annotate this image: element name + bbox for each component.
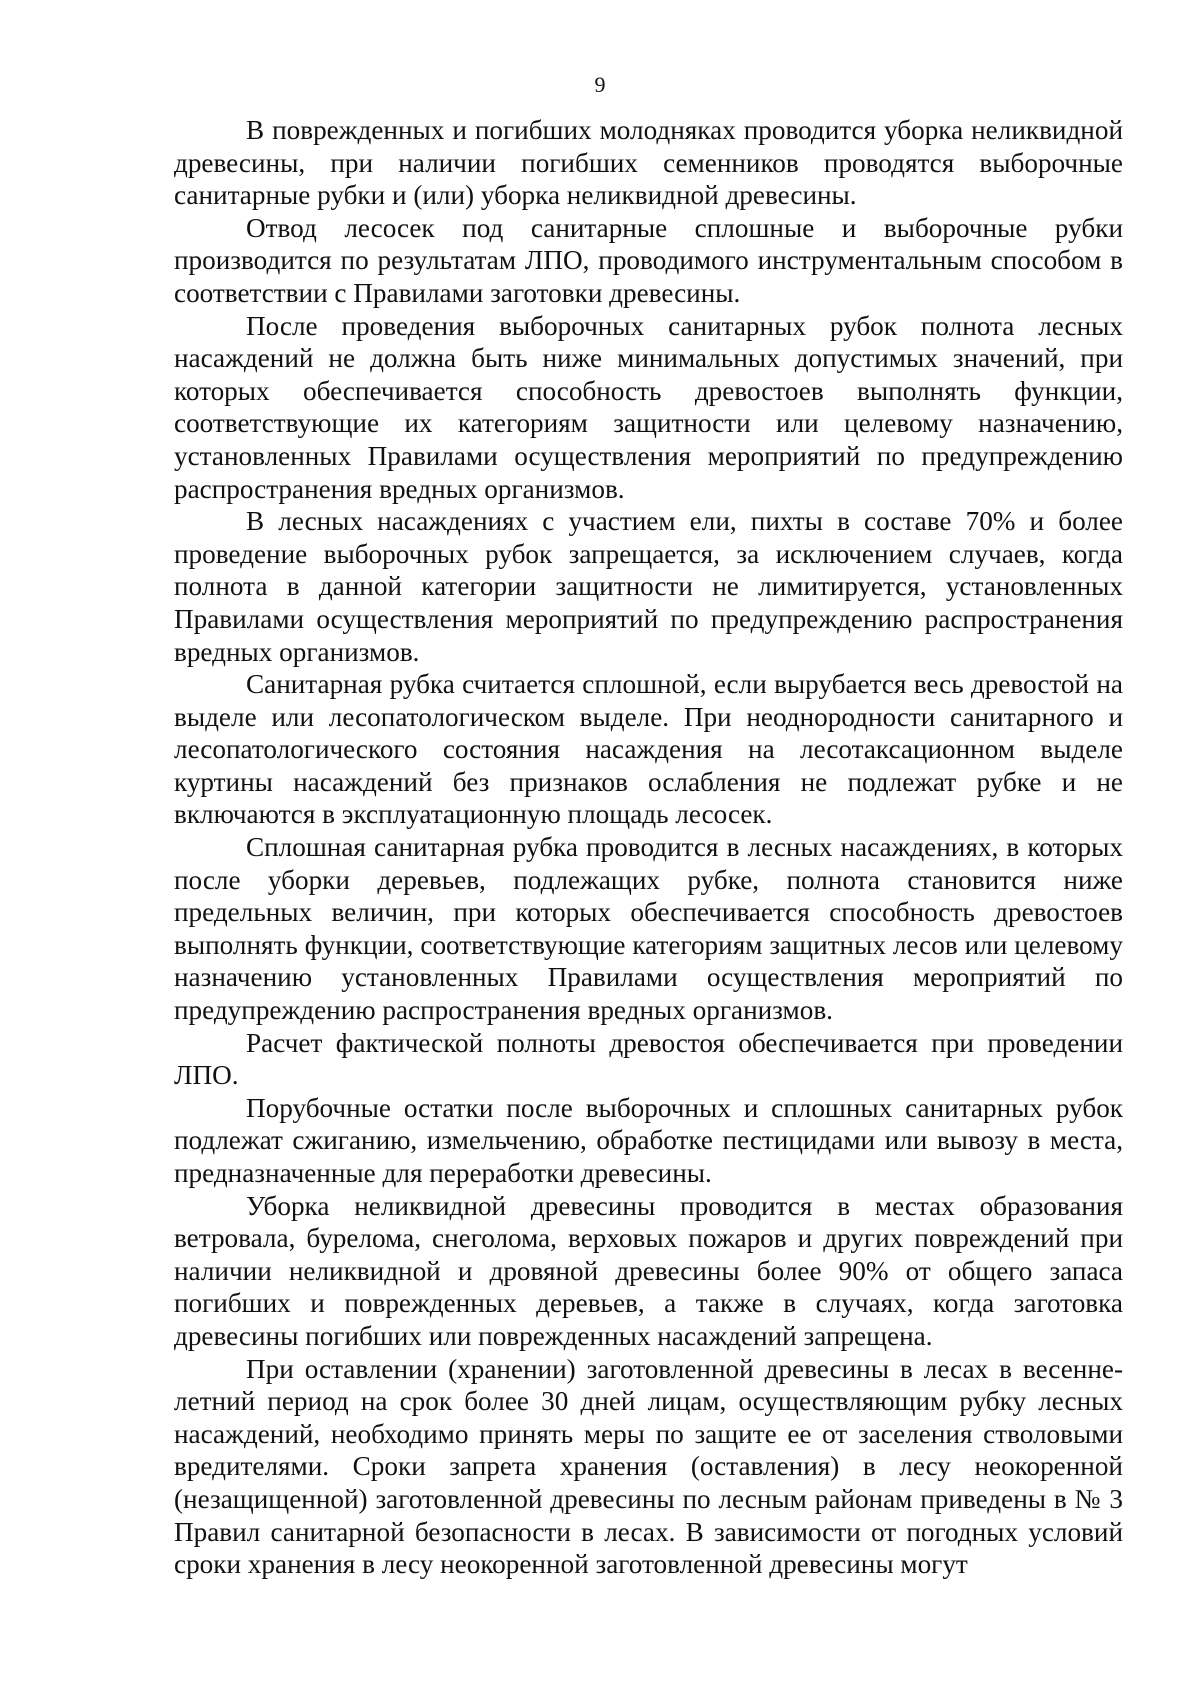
paragraph-young-stands-cleanup: В поврежденных и погибших молодняках проводится уборка неликвидной древесины, при наличии погибших семенников проводятся выборочные санитарные рубки и (или) уборка неликвидной древесины. [174,115,1123,211]
paragraph-nonmerchantable-wood-cleanup: Уборка неликвидной древесины проводится в местах образования ветровала, бурелома, снеголома, верховых пожаров и других повреждений при наличии неликвидной и дровяной древесины более 90% от общего запаса погибших и поврежденных деревьев, а также в случаях, когда заготовка древесины погибших или поврежденных насаждений запрещена. [174,1190,1123,1351]
document-body [174,114,1123,1581]
page-number: 9 [594,72,606,97]
paragraph-logging-residues: Порубочные остатки после выборочных и сплошных санитарных рубок подлежат сжиганию, измельчению, обработке пестицидами или вывозу в места, предназначенные для переработки древесины. [174,1092,1123,1188]
paragraph-stand-density-after-selective-cut: После проведения выборочных санитарных рубок полнота лесных насаждений не должна быть ниже минимальных допустимых значений, при которых обеспечивается способность древостоев выполнять функции, соответствующие их категориям защитности или целевому назначению, установленных Правилами осуществления мероприятий по предупреждению распространения вредных организмов. [174,310,1123,504]
paragraph-timber-storage: При оставлении (хранении) заготовленной древесины в лесах в весенне-летний период на срок более 30 дней лицам, осуществляющим рубку лесных насаждений, необходимо принять меры по защите ее от заселения стволовыми вредителями. Сроки запрета хранения (оставления) в лесу неокоренной (незащищенной) заготовленной древесины по лесным районам приведены в № 3 Правил санитарной безопасности в лесах. В зависимости от погодных условий сроки хранения в лесу неокоренной заготовленной древесины могут [174,1353,1123,1580]
paragraph-clear-sanitary-cut-conditions: Сплошная санитарная рубка проводится в лесных насаждениях, в которых после уборки деревьев, подлежащих рубке, полнота становится ниже предельных величин, при которых обеспечивается способность древостоев выполнять функции, соответствующие категориям защитных лесов или целевому назначению установленных Правилами осуществления мероприятий по предупреждению распространения вредных организмов. [174,832,1123,1026]
paragraph-clear-sanitary-cut-definition: Санитарная рубка считается сплошной, если вырубается весь древостой на выделе или лесопатологическом выделе. При неоднородности санитарного и лесопатологического состояния насаждения на лесотаксационном выделе куртины насаждений без признаков ослабления не подлежат рубке и не включаются в эксплуатационную площадь лесосек. [174,669,1123,830]
paragraph-density-calculation: Расчет фактической полноты древостоя обеспечивается при проведении ЛПО. [174,1027,1123,1091]
paragraph-spruce-fir-stands: В лесных насаждениях с участием ели, пихты в составе 70% и более проведение выборочных рубок запрещается, за исключением случаев, когда полнота в данной категории защитности не лимитируется, установленных Правилами осуществления мероприятий по предупреждению распространения вредных организмов. [174,506,1123,667]
paragraph-cutting-area-allotment: Отвод лесосек под санитарные сплошные и выборочные рубки производится по результатам ЛПО, проводимого инструментальным способом в соответствии с Правилами заготовки древесины. [174,212,1123,308]
